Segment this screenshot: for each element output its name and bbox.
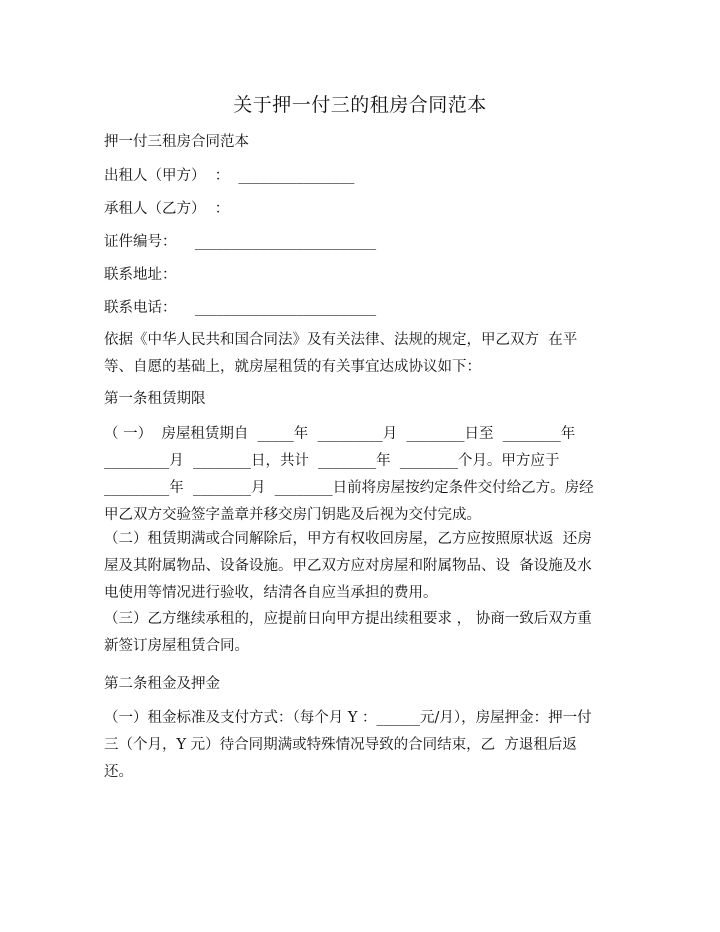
intro-paragraph: 依据《中华人民共和国合同法》及有关法律、法规的规定，甲乙双方 在平等、自愿的基础上，就房屋租赁的有关事宜达成协议如下： xyxy=(104,332,578,375)
address-field: 联系地址： xyxy=(104,267,177,283)
lessee-field: 承租人（乙方） ： xyxy=(104,201,230,217)
article2-heading: 第二条租金及押金 xyxy=(104,676,220,692)
article1-heading: 第一条租赁期限 xyxy=(104,391,206,407)
article2-clause1: （一）租金标准及支付方式：（每个月 Y ：______元/月），房屋押金：押一付三（个月，Y 元）待合同期满或特殊情况导致的合同结束，乙 方退租后返还。 xyxy=(104,710,592,780)
phone-field: 联系电话： _________________________ xyxy=(104,300,377,316)
article1-clause2: （二）租赁期满或合同解除后，甲方有权收回房屋，乙方应按照原状返 还房屋及其附属物品、设备设施。甲乙双方应对房屋和附属物品、设 备设施及水电使用等情况进行验收，结清各自应当承担的费用。 xyxy=(104,531,592,601)
lessor-field: 出租人（甲方） ： ________________ xyxy=(104,168,355,184)
id-number-field: 证件编号： _________________________ xyxy=(104,234,377,250)
document-subtitle: 押一付三租房合同范本 xyxy=(104,134,249,150)
article1-clause3: （三）乙方继续承租的，应提前日向甲方提出续租要求 ， 协商一致后双方重新签订房屋租赁合同。 xyxy=(104,611,592,654)
article1-clause1: （ 一） 房屋租赁期自 _____年 _________月 ________日至 ________年 _________月 ________日，共计 ________年 ________个月。甲方应于_________年 ________月 ________日前将房屋按约定条件交付给乙方。房经甲乙双方交验签字盖章并移交房门钥匙及后视为交付完成。 xyxy=(104,426,594,523)
document-title: 关于押一付三的租房合同范本 xyxy=(233,94,487,116)
